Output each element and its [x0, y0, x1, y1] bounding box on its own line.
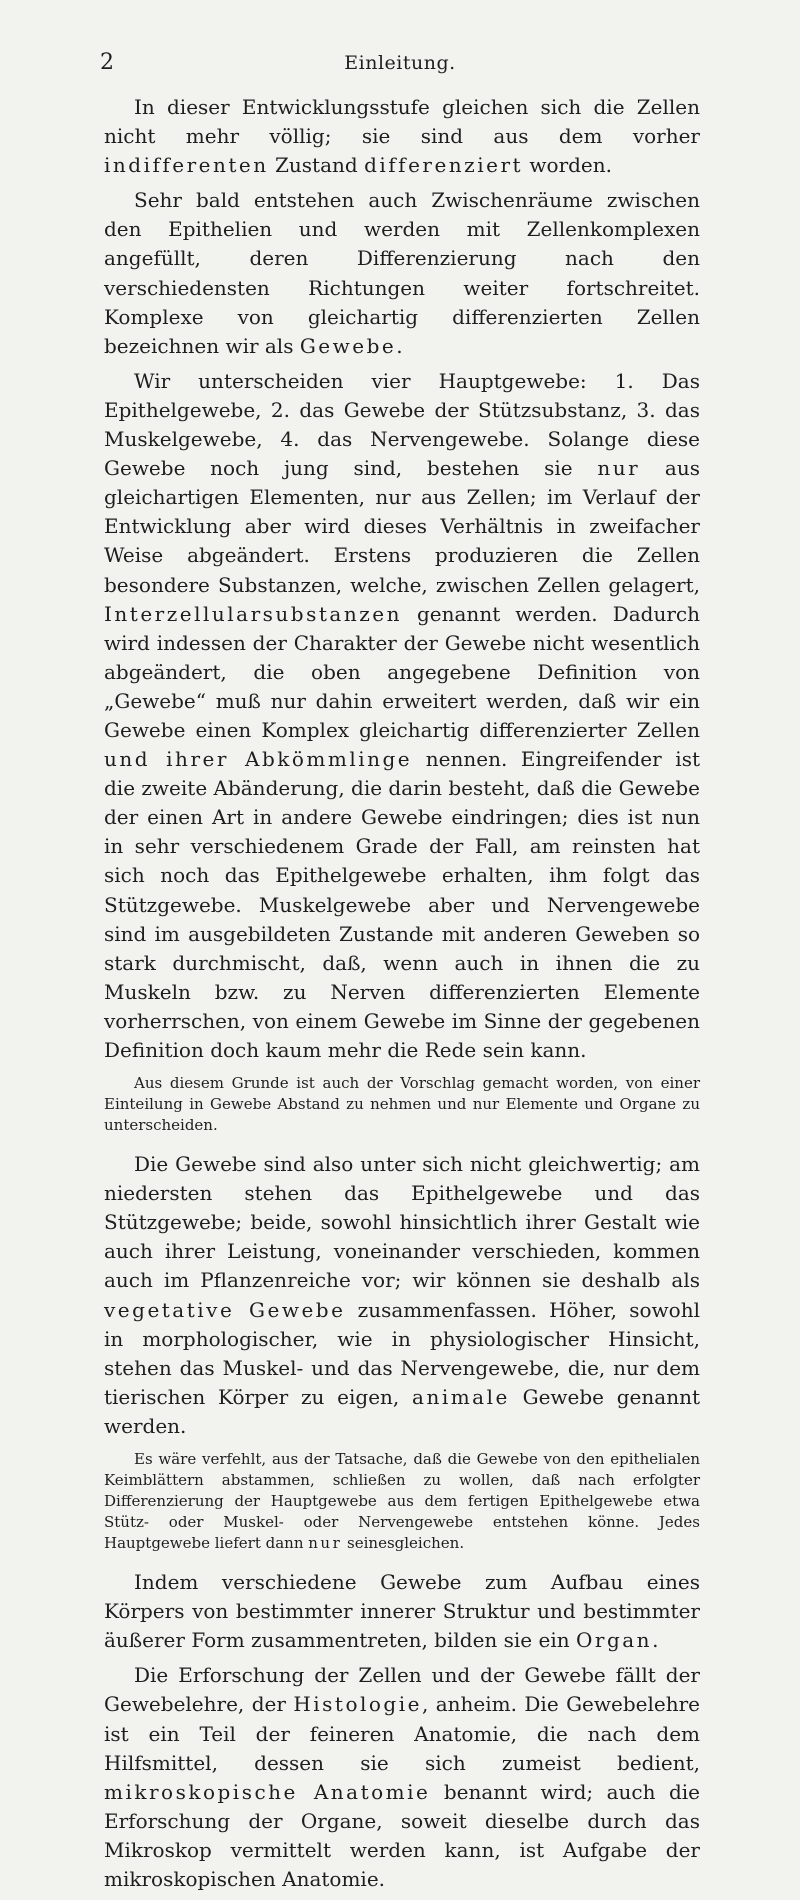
emphasized-term: und ihrer Abkömmlinge	[104, 747, 413, 772]
emphasized-term: Gewebe	[299, 333, 397, 358]
page-header	[0, 50, 800, 80]
text-segment: worden.	[523, 153, 613, 178]
text-segment: Indem verschiedene Gewebe zum Aufbau eines Körpers von bestimmter innerer Struktur und bestimmter äußerer Form zusammentreten, bilden sie ein	[104, 1570, 700, 1653]
body-paragraph	[104, 93, 700, 180]
emphasized-term: differenziert	[364, 153, 524, 178]
text-segment: Sehr bald entstehen auch Zwischenräume zwischen den Epithelien und werden mit Zellenkomplexen angefüllt, deren Differenzierung nach den verschiedensten Richtungen weiter fortschreitet. Komplexe von gleichartig differenzierten Zellen bezeichnen wir als	[104, 188, 700, 358]
emphasized-term: nur	[308, 1534, 343, 1553]
text-segment: benannt wird; auch die Erforschung der Organe, soweit dieselbe durch das Mikroskop vermittelt werden kann, ist Aufgabe der mikroskopischen Anatomie.	[104, 1779, 700, 1891]
emphasized-term: vegetative Gewebe	[104, 1297, 346, 1322]
emphasized-term: mikroskopische Anatomie	[104, 1779, 431, 1804]
emphasized-term: Histologie	[293, 1692, 422, 1717]
text-segment: In dieser Entwicklungsstufe gleichen sich die Zellen nicht mehr völlig; sie sind aus dem vorher	[104, 95, 700, 149]
running-title: Einleitung.	[344, 52, 456, 74]
text-segment: Die Erforschung der Zellen und der Gewebe fällt der Gewebelehre, der	[104, 1663, 700, 1717]
footnote-paragraph	[104, 1073, 700, 1136]
emphasized-term: nur	[597, 456, 641, 481]
text-segment: genannt werden. Dadurch wird indessen der Charakter der Gewebe nicht wesentlich abgeändert, die oben angegebene Definition von „Gewebe“ muß nur dahin erweitert werden, daß wir ein Gewebe einen Komplex gleichartig differenzierter Zellen	[104, 601, 700, 742]
text-segment: Wir unterscheiden vier Hauptgewebe: 1. Das Epithelgewebe, 2. das Gewebe der Stützsubstanz, 3. das Muskelgewebe, 4. das Nervengewebe. Solange diese Gewebe noch jung sind, bestehen sie	[104, 368, 700, 481]
text-segment: Aus diesem Grunde ist auch der Vorschlag gemacht worden, von einer Einteilung in Gewebe Abstand zu nehmen und nur Elemente und Organe zu unterscheiden.	[104, 1074, 700, 1135]
body-paragraph	[104, 1661, 700, 1894]
text-segment: zusammenfassen. Höher, sowohl in morphologischer, wie in physiologischer Hinsicht, stehen das Muskel- und das Nervengewebe, die, nur dem tierischen Körper zu eigen,	[104, 1297, 700, 1409]
text-segment: seinesgleichen.	[342, 1534, 465, 1553]
text-segment: Die Gewebe sind also unter sich nicht gleichwertig; am niedersten stehen das Epithelgewebe und das Stützgewebe; beide, sowohl hinsichtlich ihrer Gestalt wie auch ihrer Leistung, voneinander verschieden, kommen auch im Pflanzenreiche vor; wir können sie deshalb als	[104, 1152, 700, 1293]
emphasized-term: animale	[412, 1384, 510, 1409]
text-segment: nennen. Eingreifender ist die zweite Abänderung, die darin besteht, daß die Gewebe der einen Art in andere Gewebe eindringen; dies ist nun in sehr verschiedenem Grade der Fall, am reinsten hat sich noch das Epithelgewebe erhalten, ihm folgt das Stützgewebe. Muskelgewebe aber und Nervengewebe sind im ausgebildeten Zustande mit anderen Geweben so stark durchmischt, daß, wenn auch in ihnen die zu Muskeln bzw. zu Nerven differenzierten Elemente vorherrschen, von einem Gewebe im Sinne der gegebenen Definition doch kaum mehr die Rede sein kann.	[104, 747, 701, 1062]
emphasized-term: Interzellularsubstanzen	[104, 601, 402, 626]
text-segment: Gewebe genannt werden.	[104, 1384, 700, 1438]
text-segment: , anheim. Die Gewebelehre ist ein Teil der feineren Anatomie, die nach dem Hilfsmittel, dessen sie sich zumeist bedient,	[104, 1692, 701, 1775]
body-paragraph	[104, 1568, 700, 1655]
emphasized-term: indifferenten	[104, 153, 269, 178]
footnote-paragraph	[104, 1449, 700, 1554]
text-segment: aus gleichartigen Elementen, nur aus Zellen; im Verlauf der Entwicklung aber wird dieses Verhältnis in zweifacher Weise abgeändert. Erstens produzieren die Zellen besondere Substanzen, welche, zwischen Zellen gelagert,	[104, 456, 700, 597]
body-paragraph	[104, 1150, 700, 1441]
text-segment: Zustand	[268, 153, 365, 178]
page-body	[104, 93, 700, 1900]
page-number: 2	[100, 50, 114, 75]
text-segment: Es wäre verfehlt, aus der Tatsache, daß die Gewebe von den epithelialen Keimblättern abstammen, schließen zu wollen, daß nach erfolgter Differenzierung der Hauptgewebe aus dem fertigen Epithelgewebe etwa Stütz- oder Muskel- oder Nervengewebe entstehen könne. Jedes Hauptgewebe liefert dann	[104, 1450, 700, 1553]
body-paragraph	[104, 186, 700, 361]
body-paragraph	[104, 367, 700, 1065]
emphasized-term: Organ	[575, 1628, 653, 1653]
text-segment: .	[396, 333, 403, 358]
text-segment: .	[652, 1628, 659, 1653]
